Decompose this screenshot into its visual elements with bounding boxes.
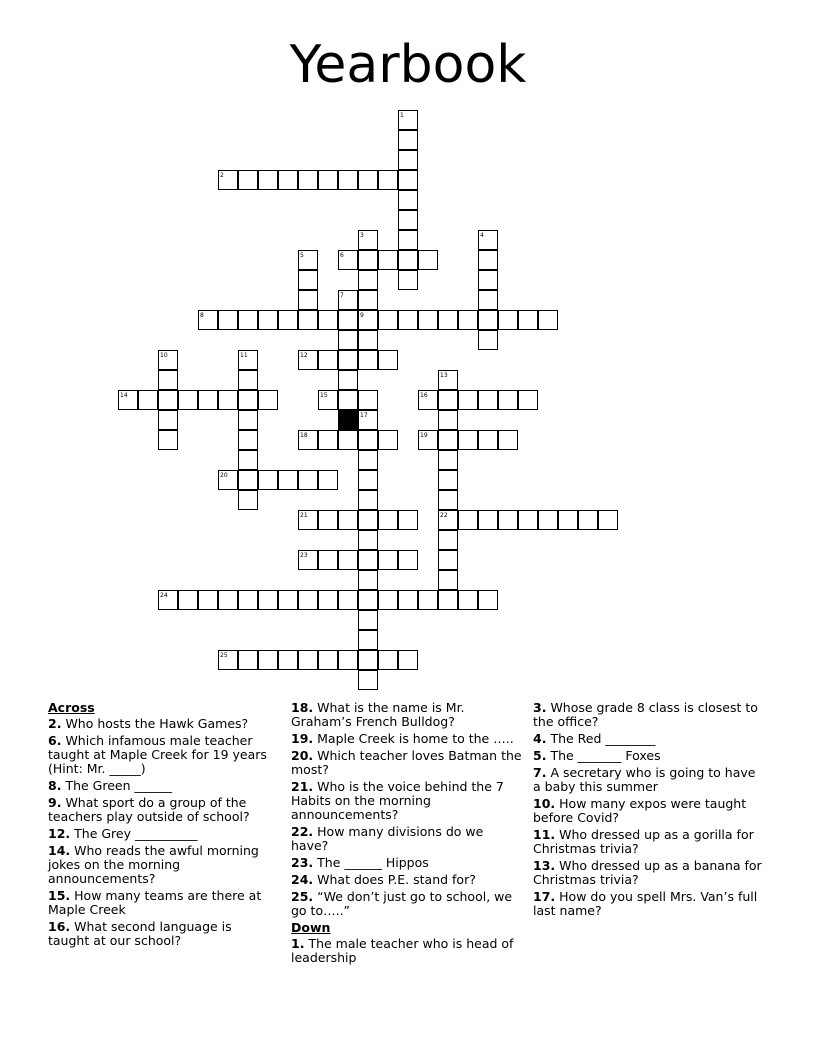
clue-item — [291, 873, 523, 887]
crossword-cell[interactable] — [218, 390, 238, 410]
clue-item — [533, 749, 763, 763]
crossword-cell[interactable] — [478, 390, 498, 410]
crossword-cell[interactable] — [318, 650, 338, 670]
crossword-cell[interactable] — [398, 130, 418, 150]
clue-number-label: 12 — [300, 352, 308, 359]
clue-number: 10. — [533, 796, 556, 811]
clue-text: “We don’t just go to school, we go to…..” — [291, 889, 513, 918]
crossword-cell[interactable] — [378, 510, 398, 530]
clue-number-label: 8 — [200, 312, 204, 319]
crossword-cell[interactable] — [318, 510, 338, 530]
clue-number-label: 14 — [120, 392, 128, 399]
clue-text: How many divisions do we have? — [291, 824, 484, 853]
crossword-cell[interactable] — [358, 470, 378, 490]
clue-number-label: 21 — [300, 512, 308, 519]
clue-text: Whose grade 8 class is closest to the office? — [533, 700, 758, 729]
crossword-cell[interactable] — [218, 470, 238, 490]
crossword-cell[interactable] — [378, 550, 398, 570]
clue-number: 3. — [533, 700, 547, 715]
clue-text: Which teacher loves Batman the most? — [291, 748, 522, 777]
crossword-cell[interactable] — [358, 490, 378, 510]
crossword-cell[interactable] — [358, 610, 378, 630]
crossword-cell[interactable] — [538, 510, 558, 530]
crossword-cell[interactable] — [358, 330, 378, 350]
crossword-cell[interactable] — [338, 250, 358, 270]
crossword-cell[interactable] — [378, 590, 398, 610]
crossword-cell[interactable] — [178, 590, 198, 610]
crossword-cell[interactable] — [358, 450, 378, 470]
crossword-cell[interactable] — [358, 410, 378, 430]
crossword-cell[interactable] — [318, 590, 338, 610]
crossword-cell[interactable] — [158, 390, 178, 410]
clue-column-3 — [533, 701, 763, 921]
clue-item — [48, 734, 276, 776]
clue-item — [533, 828, 763, 856]
crossword-cell[interactable] — [398, 590, 418, 610]
clue-item — [291, 701, 523, 729]
crossword-cell[interactable] — [338, 290, 358, 310]
crossword-cell[interactable] — [238, 310, 258, 330]
crossword-cell[interactable] — [218, 310, 238, 330]
crossword-cell[interactable] — [378, 350, 398, 370]
clue-number: 9. — [48, 795, 62, 810]
clue-number: 4. — [533, 731, 547, 746]
clue-number-label: 9 — [360, 312, 364, 319]
clue-number: 6. — [48, 733, 62, 748]
clue-number: 5. — [533, 748, 547, 763]
crossword-cell[interactable] — [238, 470, 258, 490]
crossword-cell[interactable] — [418, 390, 438, 410]
crossword-cell[interactable] — [338, 510, 358, 530]
crossword-cell[interactable] — [358, 550, 378, 570]
clue-number-label: 11 — [240, 352, 248, 359]
crossword-cell[interactable] — [398, 310, 418, 330]
crossword-cell[interactable] — [278, 590, 298, 610]
crossword-cell[interactable] — [218, 170, 238, 190]
crossword-cell[interactable] — [578, 510, 598, 530]
across-heading: Across — [48, 700, 95, 715]
crossword-cell[interactable] — [318, 430, 338, 450]
crossword-cell[interactable] — [158, 350, 178, 370]
clue-text: What does P.E. stand for? — [317, 872, 476, 887]
crossword-cell[interactable] — [298, 430, 318, 450]
clue-item — [533, 859, 763, 887]
clue-item — [291, 825, 523, 853]
crossword-cell[interactable] — [358, 170, 378, 190]
clue-number: 20. — [291, 748, 314, 763]
clue-item — [533, 766, 763, 794]
crossword-cell[interactable] — [218, 590, 238, 610]
crossword-cell[interactable] — [378, 250, 398, 270]
crossword-cell[interactable] — [298, 310, 318, 330]
crossword-cell[interactable] — [298, 290, 318, 310]
clue-number: 1. — [291, 936, 305, 951]
crossword-cell[interactable] — [538, 310, 558, 330]
crossword-cell[interactable] — [478, 510, 498, 530]
crossword-cell[interactable] — [258, 470, 278, 490]
crossword-cell[interactable] — [358, 630, 378, 650]
crossword-cell[interactable] — [438, 530, 458, 550]
crossword-cell[interactable] — [358, 270, 378, 290]
clue-text: Who reads the awful morning jokes on the morning announcements? — [48, 843, 259, 886]
clue-item — [291, 749, 523, 777]
clue-number-label: 1 — [400, 112, 404, 119]
crossword-cell[interactable] — [418, 310, 438, 330]
crossword-cell[interactable] — [358, 290, 378, 310]
crossword-cell[interactable] — [338, 170, 358, 190]
clue-number-label: 18 — [300, 432, 308, 439]
crossword-cell[interactable] — [398, 650, 418, 670]
clue-text: Which infamous male teacher taught at Maple Creek for 19 years (Hint: Mr. _____) — [48, 733, 267, 776]
crossword-cell[interactable] — [438, 390, 458, 410]
crossword-cell[interactable] — [258, 170, 278, 190]
crossword-cell[interactable] — [258, 390, 278, 410]
crossword-cell[interactable] — [318, 550, 338, 570]
crossword-cell[interactable] — [298, 170, 318, 190]
crossword-cell[interactable] — [458, 390, 478, 410]
crossword-cell[interactable] — [298, 550, 318, 570]
crossword-cell[interactable] — [358, 670, 378, 690]
crossword-cell[interactable] — [138, 390, 158, 410]
crossword-cell[interactable] — [478, 290, 498, 310]
crossword-cell[interactable] — [478, 310, 498, 330]
clue-item — [291, 937, 523, 965]
crossword-cell[interactable] — [418, 250, 438, 270]
clue-text: What second language is taught at our school? — [48, 919, 232, 948]
crossword-cell[interactable] — [278, 650, 298, 670]
crossword-cell[interactable] — [398, 510, 418, 530]
crossword-cell[interactable] — [458, 510, 478, 530]
clue-number-label: 22 — [440, 512, 448, 519]
crossword-cell[interactable] — [218, 650, 238, 670]
clue-column-1 — [48, 701, 276, 951]
crossword-cell[interactable] — [338, 650, 358, 670]
clue-number: 2. — [48, 716, 62, 731]
crossword-cell[interactable] — [158, 430, 178, 450]
crossword-cell[interactable] — [478, 270, 498, 290]
clue-item — [48, 827, 276, 841]
clue-item — [48, 889, 276, 917]
crossword-cell[interactable] — [398, 250, 418, 270]
crossword-cell[interactable] — [158, 410, 178, 430]
clue-number: 15. — [48, 888, 71, 903]
clue-text: A secretary who is going to have a baby this summer — [533, 765, 756, 794]
crossword-cell[interactable] — [338, 390, 358, 410]
clue-text: What sport do a group of the teachers play outside of school? — [48, 795, 250, 824]
crossword-cell[interactable] — [298, 650, 318, 670]
crossword-cell[interactable] — [238, 450, 258, 470]
crossword-cell[interactable] — [438, 370, 458, 390]
down-heading: Down — [291, 920, 331, 935]
clue-number-label: 5 — [300, 252, 304, 259]
clue-item — [48, 844, 276, 886]
crossword-cell[interactable] — [198, 390, 218, 410]
crossword-cell[interactable] — [438, 590, 458, 610]
black-square — [338, 410, 358, 430]
crossword-cell[interactable] — [478, 430, 498, 450]
clue-number: 8. — [48, 778, 62, 793]
clue-number: 18. — [291, 700, 314, 715]
clue-number-label: 10 — [160, 352, 168, 359]
crossword-cell[interactable] — [498, 310, 518, 330]
crossword-cell[interactable] — [358, 230, 378, 250]
clue-text: How do you spell Mrs. Van’s full last name? — [533, 889, 758, 918]
crossword-cell[interactable] — [298, 270, 318, 290]
clue-number-label: 7 — [340, 292, 344, 299]
crossword-cell[interactable] — [318, 170, 338, 190]
crossword-cell[interactable] — [238, 490, 258, 510]
crossword-cell[interactable] — [258, 650, 278, 670]
clue-text: What is the name is Mr. Graham’s French Bulldog? — [291, 700, 465, 729]
crossword-cell[interactable] — [378, 310, 398, 330]
clue-number: 21. — [291, 779, 314, 794]
clue-item — [533, 701, 763, 729]
crossword-cell[interactable] — [338, 430, 358, 450]
crossword-cell[interactable] — [398, 170, 418, 190]
crossword-cell[interactable] — [438, 450, 458, 470]
crossword-cell[interactable] — [238, 650, 258, 670]
clue-number: 12. — [48, 826, 71, 841]
crossword-cell[interactable] — [518, 390, 538, 410]
crossword-cell[interactable] — [378, 650, 398, 670]
crossword-cell[interactable] — [358, 570, 378, 590]
clue-number: 14. — [48, 843, 71, 858]
crossword-cell[interactable] — [338, 350, 358, 370]
crossword-cell[interactable] — [438, 470, 458, 490]
crossword-cell[interactable] — [398, 190, 418, 210]
clue-number: 22. — [291, 824, 314, 839]
clue-item — [48, 779, 276, 793]
crossword-cell[interactable] — [258, 590, 278, 610]
clue-text: The Red ________ — [550, 731, 656, 746]
clue-number-label: 2 — [220, 172, 224, 179]
crossword-cell[interactable] — [238, 170, 258, 190]
clue-number: 13. — [533, 858, 556, 873]
clue-number-label: 17 — [360, 412, 368, 419]
clue-number: 24. — [291, 872, 314, 887]
crossword-cell[interactable] — [318, 350, 338, 370]
crossword-cell[interactable] — [198, 310, 218, 330]
clue-item — [291, 890, 523, 918]
crossword-cell[interactable] — [158, 370, 178, 390]
clue-item — [48, 920, 276, 948]
crossword-cell[interactable] — [478, 230, 498, 250]
clue-number-label: 23 — [300, 552, 308, 559]
crossword-cell[interactable] — [398, 210, 418, 230]
crossword-cell[interactable] — [358, 590, 378, 610]
crossword-cell[interactable] — [298, 470, 318, 490]
crossword-cell[interactable] — [238, 350, 258, 370]
clue-text: Maple Creek is home to the ….. — [317, 731, 514, 746]
crossword-cell[interactable] — [418, 590, 438, 610]
crossword-cell[interactable] — [458, 590, 478, 610]
clue-text: The ______ Hippos — [317, 855, 429, 870]
crossword-cell[interactable] — [478, 590, 498, 610]
crossword-cell[interactable] — [238, 430, 258, 450]
clue-number-label: 19 — [420, 432, 428, 439]
crossword-cell[interactable] — [358, 510, 378, 530]
crossword-cell[interactable] — [358, 390, 378, 410]
crossword-cell[interactable] — [298, 510, 318, 530]
crossword-cell[interactable] — [438, 430, 458, 450]
crossword-cell[interactable] — [498, 430, 518, 450]
crossword-cell[interactable] — [438, 550, 458, 570]
crossword-cell[interactable] — [278, 170, 298, 190]
crossword-cell[interactable] — [398, 150, 418, 170]
crossword-cell[interactable] — [478, 250, 498, 270]
clue-number-label: 4 — [480, 232, 484, 239]
crossword-cell[interactable] — [158, 590, 178, 610]
crossword-cell[interactable] — [278, 310, 298, 330]
crossword-cell[interactable] — [238, 590, 258, 610]
crossword-cell[interactable] — [398, 230, 418, 250]
clue-item — [533, 797, 763, 825]
clue-item — [533, 890, 763, 918]
crossword-cell[interactable] — [498, 390, 518, 410]
crossword-cell[interactable] — [358, 250, 378, 270]
crossword-cell[interactable] — [378, 430, 398, 450]
crossword-cell[interactable] — [358, 530, 378, 550]
clue-text: The _______ Foxes — [550, 748, 661, 763]
crossword-cell[interactable] — [458, 430, 478, 450]
crossword-cell[interactable] — [118, 390, 138, 410]
crossword-cell[interactable] — [518, 310, 538, 330]
crossword-cell[interactable] — [378, 170, 398, 190]
crossword-cell[interactable] — [298, 250, 318, 270]
clue-number: 19. — [291, 731, 314, 746]
clue-number: 25. — [291, 889, 314, 904]
clue-item — [291, 732, 523, 746]
clue-item — [48, 717, 276, 731]
crossword-cell[interactable] — [338, 310, 358, 330]
clue-number-label: 13 — [440, 372, 448, 379]
crossword-cell[interactable] — [438, 510, 458, 530]
crossword-cell[interactable] — [418, 430, 438, 450]
crossword-cell[interactable] — [338, 330, 358, 350]
clue-text: How many teams are there at Maple Creek — [48, 888, 262, 917]
clue-number-label: 15 — [320, 392, 328, 399]
clue-number-label: 6 — [340, 252, 344, 259]
crossword-cell[interactable] — [278, 470, 298, 490]
crossword-cell[interactable] — [178, 390, 198, 410]
page-title: Yearbook — [289, 35, 527, 95]
clue-number: 17. — [533, 889, 556, 904]
crossword-cell[interactable] — [238, 410, 258, 430]
crossword-cell[interactable] — [318, 310, 338, 330]
crossword-cell[interactable] — [358, 650, 378, 670]
crossword-cell[interactable] — [358, 350, 378, 370]
crossword-cell[interactable] — [598, 510, 618, 530]
clue-number: 7. — [533, 765, 547, 780]
crossword-cell[interactable] — [398, 550, 418, 570]
clue-number-label: 3 — [360, 232, 364, 239]
crossword-cell[interactable] — [338, 550, 358, 570]
crossword-cell[interactable] — [458, 310, 478, 330]
clue-item — [533, 732, 763, 746]
clue-column-2 — [291, 701, 523, 968]
clue-text: The Grey __________ — [74, 826, 198, 841]
crossword-cell[interactable] — [198, 590, 218, 610]
clue-item — [291, 780, 523, 822]
clue-text: The Green ______ — [65, 778, 172, 793]
crossword-cell[interactable] — [298, 350, 318, 370]
crossword-cell[interactable] — [438, 570, 458, 590]
clue-item — [291, 856, 523, 870]
clue-number-label: 24 — [160, 592, 168, 599]
crossword-cell[interactable] — [318, 390, 338, 410]
crossword-cell[interactable] — [238, 390, 258, 410]
crossword-cell[interactable] — [498, 510, 518, 530]
clue-number-label: 25 — [220, 652, 228, 659]
crossword-cell[interactable] — [338, 370, 358, 390]
crossword-cell[interactable] — [438, 310, 458, 330]
crossword-cell[interactable] — [358, 430, 378, 450]
crossword-cell[interactable] — [438, 410, 458, 430]
crossword-cell[interactable] — [558, 510, 578, 530]
clue-text: The male teacher who is head of leadership — [291, 936, 514, 965]
crossword-cell[interactable] — [398, 270, 418, 290]
clue-item — [48, 796, 276, 824]
crossword-cell[interactable] — [318, 470, 338, 490]
crossword-cell[interactable] — [518, 510, 538, 530]
clue-text: How many expos were taught before Covid? — [533, 796, 747, 825]
crossword-cell[interactable] — [258, 310, 278, 330]
clue-text: Who dressed up as a banana for Christmas trivia? — [533, 858, 762, 887]
crossword-cell[interactable] — [478, 330, 498, 350]
crossword-cell[interactable] — [298, 590, 318, 610]
crossword-cell[interactable] — [358, 310, 378, 330]
crossword-cell[interactable] — [338, 590, 358, 610]
clue-number-label: 16 — [420, 392, 428, 399]
clue-number: 16. — [48, 919, 71, 934]
clue-number: 23. — [291, 855, 314, 870]
clue-text: Who hosts the Hawk Games? — [65, 716, 249, 731]
crossword-cell[interactable] — [238, 370, 258, 390]
clue-number: 11. — [533, 827, 556, 842]
clue-number-label: 20 — [220, 472, 228, 479]
clue-text: Who dressed up as a gorilla for Christmas trivia? — [533, 827, 754, 856]
crossword-cell[interactable] — [398, 110, 418, 130]
clue-text: Who is the voice behind the 7 Habits on the morning announcements? — [291, 779, 504, 822]
crossword-cell[interactable] — [438, 490, 458, 510]
